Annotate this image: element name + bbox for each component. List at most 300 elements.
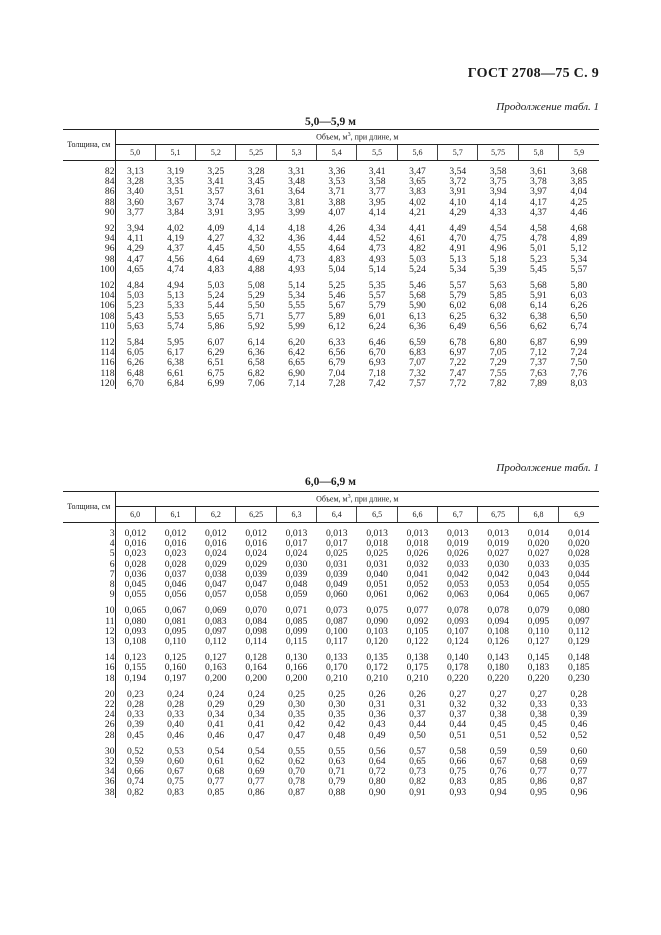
thickness-cell: 36 (63, 777, 115, 787)
length-header: 6,3 (276, 507, 316, 523)
volume-cell: 6,80 (489, 337, 507, 349)
table-row (63, 322, 599, 332)
volume-cell: 0,054 (527, 579, 550, 591)
volume-label-prefix: Объем, м (316, 494, 348, 504)
volume-cell: 0,66 (449, 756, 467, 768)
volume-cell: 6,90 (288, 367, 305, 379)
volume-cell: 0,065 (124, 605, 147, 617)
volume-cell: 0,59 (489, 745, 507, 757)
volume-cell: 0,60 (570, 745, 588, 757)
volume-cell: 3,78 (530, 176, 547, 188)
volume-cell: 4,84 (127, 280, 144, 292)
volume-cell: 0,013 (487, 528, 509, 539)
thickness-cell: 102 (63, 281, 115, 291)
volume-cell: 6,99 (207, 377, 225, 389)
thickness-cell: 116 (63, 358, 115, 368)
volume-cell: 0,042 (487, 568, 509, 580)
table-row (63, 637, 599, 647)
volume-cell: 0,056 (164, 589, 187, 601)
volume-cell: 3,31 (288, 166, 305, 177)
thickness-cell: 34 (63, 767, 115, 777)
volume-cell: 5,89 (328, 310, 346, 322)
volume-cell: 0,044 (568, 568, 590, 580)
volume-cell: 0,123 (124, 652, 147, 664)
volume-cell: 0,026 (446, 548, 469, 560)
volume-cell: 0,78 (288, 776, 305, 788)
volume-cell: 6,13 (409, 310, 426, 322)
volume-header (115, 130, 599, 145)
volume-cell: 4,49 (449, 223, 467, 235)
volume-cell: 0,110 (527, 625, 550, 637)
volume-cell: 6,01 (368, 310, 386, 322)
volume-cell: 0,037 (164, 568, 187, 580)
volume-cell: 0,73 (409, 766, 426, 778)
volume-cell: 4,36 (288, 233, 305, 245)
volume-cell: 4,19 (167, 233, 184, 245)
volume-cell: 7,28 (328, 377, 346, 389)
volume-cell: 0,44 (449, 719, 467, 731)
volume-cell: 3,85 (570, 176, 588, 188)
continuation-label-1: Продолжение табл. 1 (496, 101, 599, 113)
volume-cell: 5,08 (247, 280, 265, 292)
volume-cell: 7,50 (570, 357, 588, 369)
volume-cell: 6,32 (489, 310, 507, 322)
volume-cell: 0,39 (127, 719, 144, 731)
thickness-cell: 16 (63, 663, 115, 673)
volume-cell: 0,138 (406, 652, 429, 664)
volume-cell: 0,54 (207, 745, 225, 757)
volume-cell: 0,094 (487, 615, 509, 627)
thickness-cell: 114 (63, 348, 115, 358)
volume-cell: 3,81 (288, 196, 305, 208)
volume-cell: 5,23 (530, 253, 547, 265)
volume-cell: 0,105 (406, 625, 429, 637)
volume-cell: 0,049 (326, 579, 348, 591)
volume-cell: 0,42 (288, 719, 305, 731)
volume-cell: 3,77 (127, 206, 144, 218)
volume-cell: 0,107 (446, 625, 469, 637)
volume-cell: 0,018 (406, 538, 429, 550)
thickness-cell: 82 (63, 167, 115, 177)
volume-cell: 6,84 (167, 377, 184, 389)
thickness-cell: 13 (63, 637, 115, 647)
volume-cell: 0,27 (530, 688, 547, 700)
thickness-cell: 98 (63, 255, 115, 265)
volume-cell: 3,54 (449, 166, 467, 177)
volume-cell: 0,025 (366, 548, 388, 560)
volume-cell: 0,36 (368, 709, 386, 721)
volume-cell: 0,96 (570, 786, 588, 798)
volume-cell: 3,25 (207, 166, 225, 177)
volume-cell: 0,76 (489, 766, 507, 778)
volume-cell: 0,59 (530, 745, 547, 757)
volume-cell: 7,55 (489, 367, 507, 379)
volume-cell: 0,060 (326, 589, 348, 601)
volume-cell: 4,58 (530, 223, 547, 235)
volume-cell: 3,94 (489, 186, 507, 198)
volume-cell: 5,23 (127, 300, 144, 312)
volume-cell: 4,11 (127, 233, 144, 245)
volume-cell: 3,78 (247, 196, 265, 208)
volume-cell: 0,046 (164, 579, 187, 591)
volume-cell: 0,033 (527, 558, 550, 570)
volume-cell: 4,56 (167, 253, 184, 265)
volume-cell: 3,95 (247, 206, 265, 218)
volume-cell: 3,72 (449, 176, 467, 188)
volume-cell: 7,42 (368, 377, 386, 389)
volume-cell: 0,82 (127, 786, 144, 798)
volume-cell: 3,41 (368, 166, 386, 177)
volume-cell: 5,74 (167, 320, 184, 332)
volume-cell: 5,03 (207, 280, 225, 292)
volume-cell: 0,013 (446, 528, 469, 539)
length-header: 6,6 (397, 507, 437, 523)
volume-cell: 0,90 (368, 786, 386, 798)
volume-cell: 5,39 (489, 263, 507, 275)
volume-cell: 0,29 (207, 699, 225, 711)
volume-cell: 6,02 (449, 300, 467, 312)
thickness-cell: 118 (63, 369, 115, 379)
volume-cell: 0,058 (245, 589, 267, 601)
volume-cell: 0,062 (406, 589, 429, 601)
volume-cell: 0,084 (245, 615, 267, 627)
volume-cell: 7,14 (288, 377, 305, 389)
volume-cell: 4,50 (247, 243, 265, 255)
volume-cell: 4,83 (207, 263, 225, 275)
volume-cell: 4,32 (247, 233, 265, 245)
volume-cell: 6,49 (449, 320, 467, 332)
thickness-cell: 86 (63, 187, 115, 197)
volume-cell: 4,78 (530, 233, 547, 245)
volume-cell: 4,34 (368, 223, 386, 235)
volume-cell: 0,018 (366, 538, 388, 550)
volume-cell: 0,135 (366, 652, 388, 664)
volume-cell: 6,17 (167, 347, 184, 359)
volume-cell: 0,077 (406, 605, 429, 617)
thickness-cell: 108 (63, 312, 115, 322)
volume-cell: 7,29 (489, 357, 507, 369)
volume-cell: 3,36 (328, 166, 346, 177)
thickness-header: Толщина, см (63, 130, 115, 161)
table-row (63, 731, 599, 741)
length-header: 6,7 (438, 507, 478, 523)
volume-cell: 0,020 (527, 538, 550, 550)
volume-cell: 0,47 (288, 729, 305, 741)
volume-cell: 0,28 (167, 699, 184, 711)
volume-cell: 5,34 (570, 253, 588, 265)
volume-cell: 5,43 (127, 310, 144, 322)
volume-cell: 0,024 (285, 548, 308, 560)
volume-cell: 7,76 (570, 367, 588, 379)
volume-cell: 5,50 (247, 300, 265, 312)
volume-cell: 4,17 (530, 196, 547, 208)
volume-cell: 3,61 (247, 186, 265, 198)
volume-cell: 0,166 (285, 662, 308, 674)
volume-cell: 3,71 (328, 186, 346, 198)
length-header: 6,1 (155, 507, 195, 523)
volume-cell: 0,170 (326, 662, 348, 674)
volume-cell: 0,013 (326, 528, 348, 539)
volume-cell: 5,68 (409, 290, 426, 302)
volume-cell: 0,60 (167, 756, 184, 768)
volume-cell: 4,83 (328, 253, 346, 265)
volume-cell: 0,70 (288, 766, 305, 778)
volume-cell: 0,017 (326, 538, 348, 550)
volume-cell: 4,18 (288, 223, 305, 235)
table-row (63, 379, 599, 389)
volume-cell: 3,99 (288, 206, 305, 218)
volume-cell: 0,43 (368, 719, 386, 731)
volume-cell: 0,120 (366, 636, 388, 648)
volume-cell: 5,67 (328, 300, 346, 312)
volume-cell: 0,57 (409, 745, 426, 757)
volume-cell: 0,052 (406, 579, 429, 591)
volume-cell: 0,090 (366, 615, 388, 627)
volume-cell: 6,65 (288, 357, 305, 369)
volume-cell: 0,053 (446, 579, 469, 591)
volume-cell: 0,51 (489, 729, 507, 741)
thickness-header: Толщина, см (63, 492, 115, 523)
volume-cell: 0,55 (288, 745, 305, 757)
volume-cell: 0,127 (527, 636, 550, 648)
volume-cell: 0,013 (285, 528, 308, 539)
volume-cell: 0,46 (167, 729, 184, 741)
length-header: 5,9 (559, 145, 599, 161)
volume-cell: 0,061 (366, 589, 388, 601)
volume-cell: 4,33 (489, 206, 507, 218)
thickness-cell: 30 (63, 747, 115, 757)
volume-cell: 4,73 (368, 243, 386, 255)
volume-cell: 5,63 (127, 320, 144, 332)
volume-cell: 0,95 (530, 786, 547, 798)
length-header: 6,75 (478, 507, 518, 523)
volume-cell: 0,62 (247, 756, 265, 768)
volume-cell: 0,016 (164, 538, 187, 550)
volume-cell: 0,042 (446, 568, 469, 580)
volume-cell: 0,014 (568, 528, 590, 539)
volume-cell: 0,33 (530, 699, 547, 711)
volume-cell: 0,34 (207, 709, 225, 721)
volume-cell: 7,18 (368, 367, 386, 379)
volume-cell: 0,52 (570, 729, 588, 741)
volume-cell: 5,80 (570, 280, 588, 292)
volume-cell: 0,34 (247, 709, 265, 721)
volume-label-sup: 3 (347, 132, 351, 139)
volume-cell: 0,012 (164, 528, 187, 539)
volume-label-sup: 3 (347, 494, 351, 501)
volume-cell: 4,55 (288, 243, 305, 255)
volume-cell: 0,016 (245, 538, 267, 550)
length-header: 5,1 (155, 145, 195, 161)
volume-cell: 0,80 (368, 776, 386, 788)
volume-cell: 0,064 (487, 589, 509, 601)
volume-cell: 0,024 (245, 548, 267, 560)
thickness-cell: 104 (63, 291, 115, 301)
volume-cell: 5,34 (449, 263, 467, 275)
length-header: 5,5 (357, 145, 397, 161)
volume-cell: 3,77 (368, 186, 386, 198)
volume-cell: 6,74 (570, 320, 588, 332)
volume-cell: 0,47 (247, 729, 265, 741)
volume-cell: 7,37 (530, 357, 547, 369)
volume-cell: 4,47 (127, 253, 144, 265)
volume-cell: 0,027 (527, 548, 550, 560)
volume-cell: 0,33 (167, 709, 184, 721)
volume-cell: 6,42 (288, 347, 305, 359)
volume-cell: 4,88 (247, 263, 265, 275)
volume-cell: 0,77 (530, 766, 547, 778)
volume-cell: 6,87 (530, 337, 547, 349)
volume-cell: 0,64 (368, 756, 386, 768)
volume-cell: 4,45 (207, 243, 225, 255)
volume-cell: 5,44 (207, 300, 225, 312)
volume-cell: 0,148 (568, 652, 590, 664)
volume-cell: 4,69 (247, 253, 265, 265)
volume-cell: 5,29 (247, 290, 265, 302)
volume-cell: 6,08 (489, 300, 507, 312)
thickness-cell: 12 (63, 627, 115, 637)
volume-cell: 0,036 (124, 568, 147, 580)
volume-cell: 0,32 (489, 699, 507, 711)
volume-cell: 5,33 (167, 300, 184, 312)
volume-cell: 0,012 (205, 528, 227, 539)
volume-cell: 0,52 (127, 745, 144, 757)
volume-cell: 0,133 (326, 652, 348, 664)
volume-cell: 0,62 (288, 756, 305, 768)
volume-cell: 5,92 (247, 320, 265, 332)
length-header: 5,2 (196, 145, 236, 161)
volume-cell: 3,97 (530, 186, 547, 198)
volume-cell: 0,019 (487, 538, 509, 550)
volume-cell: 0,25 (328, 688, 346, 700)
volume-cell: 4,65 (127, 263, 144, 275)
volume-cell: 5,46 (409, 280, 426, 292)
volume-cell: 0,075 (366, 605, 388, 617)
volume-cell: 0,33 (570, 699, 588, 711)
volume-cell: 0,063 (446, 589, 469, 601)
volume-cell: 4,89 (570, 233, 588, 245)
volume-cell: 0,045 (124, 579, 147, 591)
volume-cell: 0,028 (164, 558, 187, 570)
volume-cell: 0,68 (207, 766, 225, 778)
volume-cell: 0,028 (568, 548, 590, 560)
volume-cell: 4,21 (409, 206, 426, 218)
volume-cell: 0,108 (124, 636, 147, 648)
volume-cell: 0,093 (124, 625, 147, 637)
volume-cell: 6,83 (409, 347, 426, 359)
thickness-cell: 11 (63, 617, 115, 627)
section-title-2: 6,0—6,9 м (305, 476, 356, 488)
volume-cell: 7,12 (530, 347, 547, 359)
volume-cell: 0,77 (207, 776, 225, 788)
volume-cell: 5,79 (449, 290, 467, 302)
volume-cell: 4,37 (530, 206, 547, 218)
volume-cell: 0,69 (247, 766, 265, 778)
thickness-cell: 84 (63, 177, 115, 187)
volume-cell: 0,42 (328, 719, 346, 731)
volume-cell: 3,61 (530, 166, 547, 177)
volume-cell: 6,56 (489, 320, 507, 332)
volume-cell: 0,026 (406, 548, 429, 560)
volume-cell: 7,24 (570, 347, 588, 359)
volume-cell: 0,51 (449, 729, 467, 741)
volume-cell: 3,58 (489, 166, 507, 177)
volume-cell: 3,74 (207, 196, 225, 208)
volume-cell: 0,019 (446, 538, 469, 550)
volume-cell: 0,74 (127, 776, 144, 788)
volume-cell: 0,23 (127, 688, 144, 700)
length-header: 5,25 (236, 145, 276, 161)
volume-cell: 0,44 (409, 719, 426, 731)
volume-cell: 4,26 (328, 223, 346, 235)
thickness-cell: 20 (63, 690, 115, 700)
volume-cell: 0,39 (570, 709, 588, 721)
volume-cell: 3,75 (489, 176, 507, 188)
volume-cell: 0,035 (568, 558, 590, 570)
volume-cell: 5,13 (449, 253, 467, 265)
thickness-cell: 7 (63, 570, 115, 580)
volume-cell: 0,013 (406, 528, 429, 539)
volume-cell: 6,93 (368, 357, 386, 369)
volume-cell: 7,22 (449, 357, 467, 369)
volume-cell: 4,14 (247, 223, 265, 235)
thickness-cell: 100 (63, 265, 115, 275)
volume-cell: 0,115 (285, 636, 308, 648)
volume-cell: 0,129 (568, 636, 590, 648)
volume-cell: 0,180 (487, 662, 509, 674)
thickness-cell: 14 (63, 653, 115, 663)
volume-cell: 6,25 (449, 310, 467, 322)
volume-cell: 0,055 (124, 589, 147, 601)
volume-cell: 7,32 (409, 367, 426, 379)
volume-cell: 0,28 (570, 688, 588, 700)
volume-cell: 0,41 (247, 719, 265, 731)
volume-cell: 5,14 (288, 280, 305, 292)
volume-cell: 6,56 (328, 347, 346, 359)
volume-cell: 3,67 (167, 196, 184, 208)
volume-cell: 0,49 (368, 729, 386, 741)
volume-table-1 (63, 129, 599, 389)
volume-cell: 5,71 (247, 310, 265, 322)
volume-cell: 6,36 (247, 347, 265, 359)
volume-cell: 6,33 (328, 337, 346, 349)
volume-cell: 0,200 (205, 672, 227, 684)
volume-cell: 3,84 (167, 206, 184, 218)
volume-cell: 0,127 (205, 652, 227, 664)
volume-cell: 0,29 (247, 699, 265, 711)
volume-cell: 5,68 (530, 280, 547, 292)
volume-cell: 0,030 (487, 558, 509, 570)
length-header: 6,4 (317, 507, 357, 523)
volume-cell: 6,38 (530, 310, 547, 322)
volume-cell: 0,029 (205, 558, 227, 570)
volume-cell: 0,145 (527, 652, 550, 664)
volume-cell: 0,100 (326, 625, 348, 637)
volume-cell: 4,46 (570, 206, 588, 218)
volume-cell: 0,88 (328, 786, 346, 798)
volume-cell: 4,73 (288, 253, 305, 265)
volume-cell: 0,94 (489, 786, 507, 798)
volume-cell: 4,29 (449, 206, 467, 218)
volume-cell: 0,143 (487, 652, 509, 664)
volume-cell: 4,14 (489, 196, 507, 208)
volume-cell: 0,053 (487, 579, 509, 591)
volume-cell: 0,031 (366, 558, 388, 570)
volume-cell: 6,29 (207, 347, 225, 359)
volume-cell: 6,03 (570, 290, 588, 302)
volume-cell: 0,103 (366, 625, 388, 637)
volume-cell: 4,41 (409, 223, 426, 235)
